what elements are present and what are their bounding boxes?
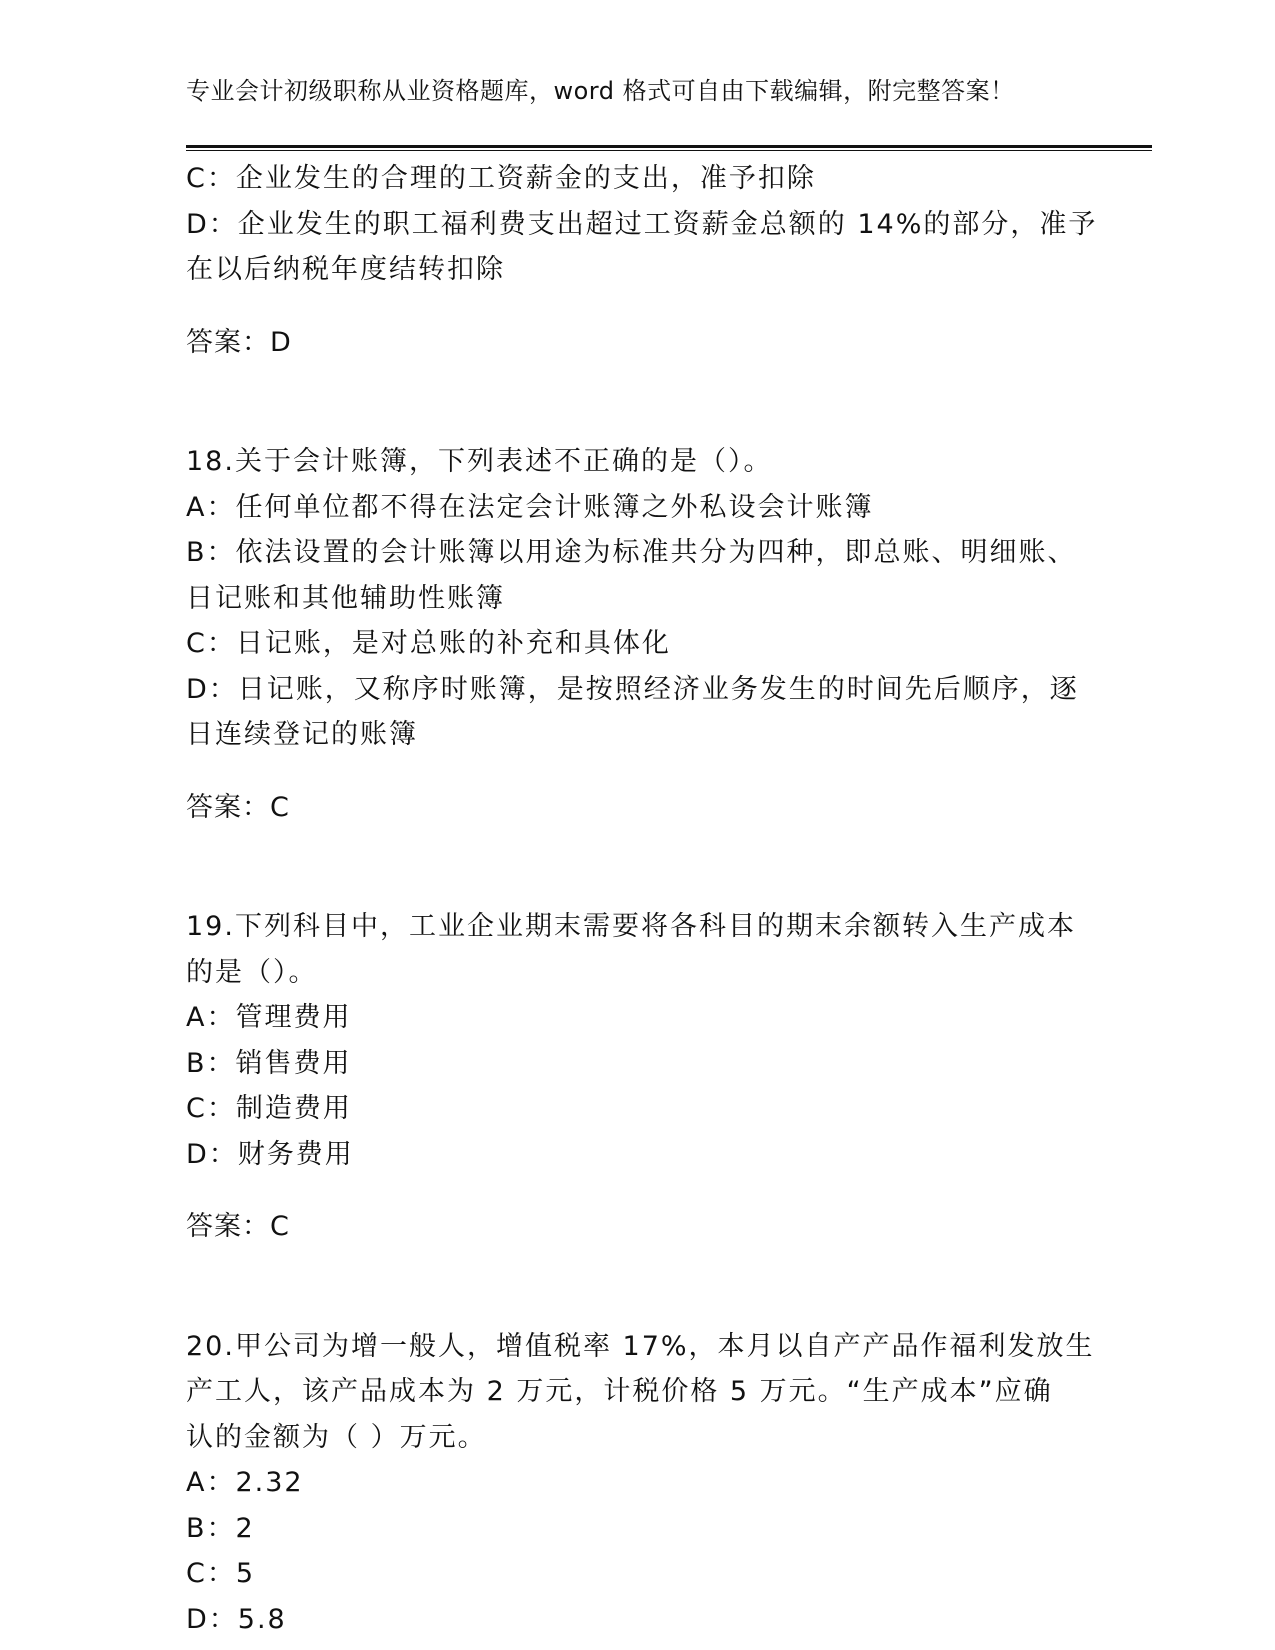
spacer bbox=[186, 857, 1066, 904]
header-divider bbox=[186, 145, 1152, 152]
option-d: D：财务费用 bbox=[186, 1138, 354, 1170]
option-c: C：5 bbox=[186, 1558, 256, 1589]
option-d: D：日记账，又称序时账簿，是按照经济业务发生的时间先后顺序，逐 bbox=[186, 673, 1079, 705]
spacer bbox=[186, 1277, 1066, 1324]
page-header: 专业会计初级职称从业资格题库，word 格式可自由下载编辑，附完整答案！ bbox=[186, 77, 1015, 105]
question-stem-continued: 产工人，该产品成本为 2 万元，计税价格 5 万元。“生产成本”应确 bbox=[186, 1376, 1053, 1407]
option-a: A：2.32 bbox=[186, 1467, 304, 1498]
answer-label: 答案：C bbox=[186, 791, 290, 823]
option-b-continued: 日记账和其他辅助性账簿 bbox=[186, 582, 505, 614]
answer-label: 答案：C bbox=[186, 1211, 290, 1242]
option-a: A：管理费用 bbox=[186, 1002, 352, 1033]
spacer bbox=[186, 392, 1066, 439]
question-stem-continued: 认的金额为（ ）万元。 bbox=[186, 1421, 487, 1453]
option-b: B：依法设置的会计账簿以用途为标准共分为四种，即总账、明细账、 bbox=[186, 537, 1077, 568]
option-d-continued: 在以后纳税年度结转扣除 bbox=[186, 254, 505, 285]
header-divider-thick bbox=[186, 145, 1152, 148]
question-stem-continued: 的是（）。 bbox=[186, 956, 318, 988]
answer-label: 答案：D bbox=[186, 326, 292, 358]
option-a: A：任何单位都不得在法定会计账簿之外私设会计账簿 bbox=[186, 491, 874, 523]
option-b: B：销售费用 bbox=[186, 1047, 352, 1079]
option-b: B：2 bbox=[186, 1512, 255, 1544]
option-d-continued: 日连续登记的账簿 bbox=[186, 719, 418, 750]
option-d: D：企业发生的职工福利费支出超过工资薪金总额的 14%的部分，准予 bbox=[186, 208, 1098, 240]
option-c: C：日记账，是对总账的补充和具体化 bbox=[186, 628, 671, 659]
document-body bbox=[186, 156, 1098, 1642]
question-17-tail bbox=[186, 156, 1098, 365]
option-c: C：制造费用 bbox=[186, 1093, 352, 1124]
question-18 bbox=[186, 439, 1079, 830]
option-c: C：企业发生的合理的工资薪金的支出，准予扣除 bbox=[186, 163, 816, 194]
option-d: D：5.8 bbox=[186, 1603, 287, 1635]
header-divider-thin bbox=[186, 150, 1152, 151]
question-stem: 20.甲公司为增一般人，增值税率 17%，本月以自产产品作福利发放生 bbox=[186, 1330, 1095, 1362]
question-20 bbox=[186, 1324, 1095, 1643]
question-stem: 18.关于会计账簿，下列表述不正确的是（）。 bbox=[186, 446, 773, 477]
question-19 bbox=[186, 904, 1076, 1250]
question-stem: 19.下列科目中，工业企业期末需要将各科目的期末余额转入生产成本 bbox=[186, 911, 1076, 942]
